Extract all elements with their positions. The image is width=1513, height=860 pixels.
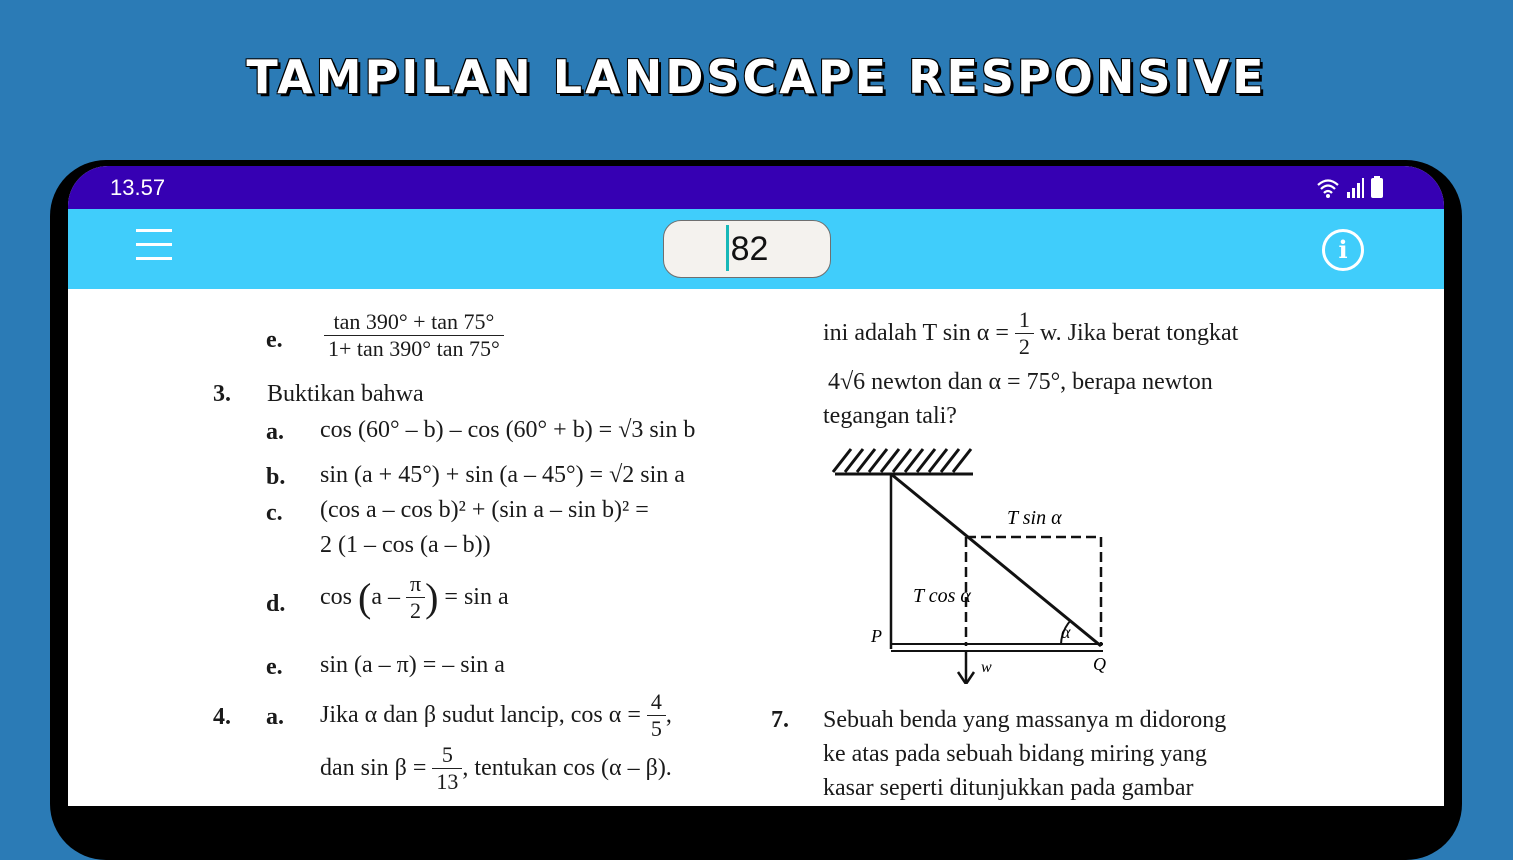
question-7-line-3: kasar seperti ditunjukkan pada gambar — [823, 775, 1194, 801]
question-7-number: 7. — [771, 707, 789, 733]
status-icons — [1316, 176, 1384, 198]
question-7-line-1: Sebuah benda yang massanya m didorong — [823, 707, 1227, 733]
item-e-label: e. — [266, 327, 283, 353]
item-a-label: a. — [266, 419, 284, 445]
question-3-number: 3. — [213, 381, 231, 407]
battery-icon — [1370, 176, 1384, 198]
item-4a-line-1: Jika α dan β sudut lancip, cos α = $\frac{4}{5}$ , — [320, 689, 672, 741]
page-number-input[interactable] — [663, 220, 831, 278]
item-c-text-1: (cos a – cos b)² + (sin a – sin b)² = — [320, 497, 649, 523]
item-e2-label: e. — [266, 654, 283, 680]
item-c-text-2: 2 (1 – cos (a – b)) — [320, 532, 491, 558]
question-4-number: 4. — [213, 704, 231, 730]
label-w: w — [981, 659, 992, 676]
item-e2-text: sin (a – π) = – sin a — [320, 652, 505, 678]
item-4a-label: a. — [266, 704, 284, 730]
label-p: P — [871, 626, 882, 646]
app-bar — [68, 209, 1444, 289]
right-line-1: ini adalah T sin α = $\frac{1}{2}$ w. Jika berat tongkat — [823, 307, 1239, 359]
item-d-label: d. — [266, 591, 286, 617]
right-line-2: 4√6 newton dan α = 75°, berapa newton — [828, 369, 1213, 395]
signal-icon — [1346, 178, 1364, 198]
item-e-fraction: $\frac{\tan 390^\circ + \tan 75^\circ}{1+ \tan 390^\circ \tan 75^\circ}$ — [324, 309, 504, 362]
document-page — [68, 289, 1444, 806]
question-3-text: Buktikan bahwa — [267, 381, 424, 407]
question-7-line-2: ke atas pada sebuah bidang miring yang — [823, 741, 1207, 767]
item-a-text: cos (60° – b) – cos (60° + b) = √3 sin b — [320, 417, 696, 443]
info-icon[interactable]: i — [1322, 229, 1364, 271]
wifi-icon — [1316, 178, 1340, 198]
item-b-label: b. — [266, 464, 286, 490]
hamburger-menu-icon[interactable] — [136, 229, 172, 269]
label-q: Q — [1093, 654, 1106, 674]
right-line-3: tegangan tali? — [823, 403, 957, 429]
item-c-label: c. — [266, 500, 283, 526]
physics-figure — [823, 434, 1143, 684]
item-d-text: cos (a – $\frac{\pi}{2}$ ) = sin a — [320, 571, 509, 623]
page-number-value: 82 — [730, 230, 769, 268]
status-time: 13.57 — [110, 175, 166, 200]
item-b-text: sin (a + 45°) + sin (a – 45°) = √2 sin a — [320, 462, 685, 488]
label-t-sin: T sin α — [1007, 507, 1062, 529]
item-4a-line-2: dan sin β = $\frac{5}{13}$ , tentukan cos (α – β). — [320, 742, 672, 794]
label-alpha: α — [1061, 622, 1071, 642]
status-bar — [68, 166, 1444, 209]
label-t-cos: T cos α — [913, 585, 971, 607]
phone-screen — [68, 166, 1444, 806]
promo-banner-title: TAMPILAN LANDSCAPE RESPONSIVE — [246, 50, 1267, 104]
